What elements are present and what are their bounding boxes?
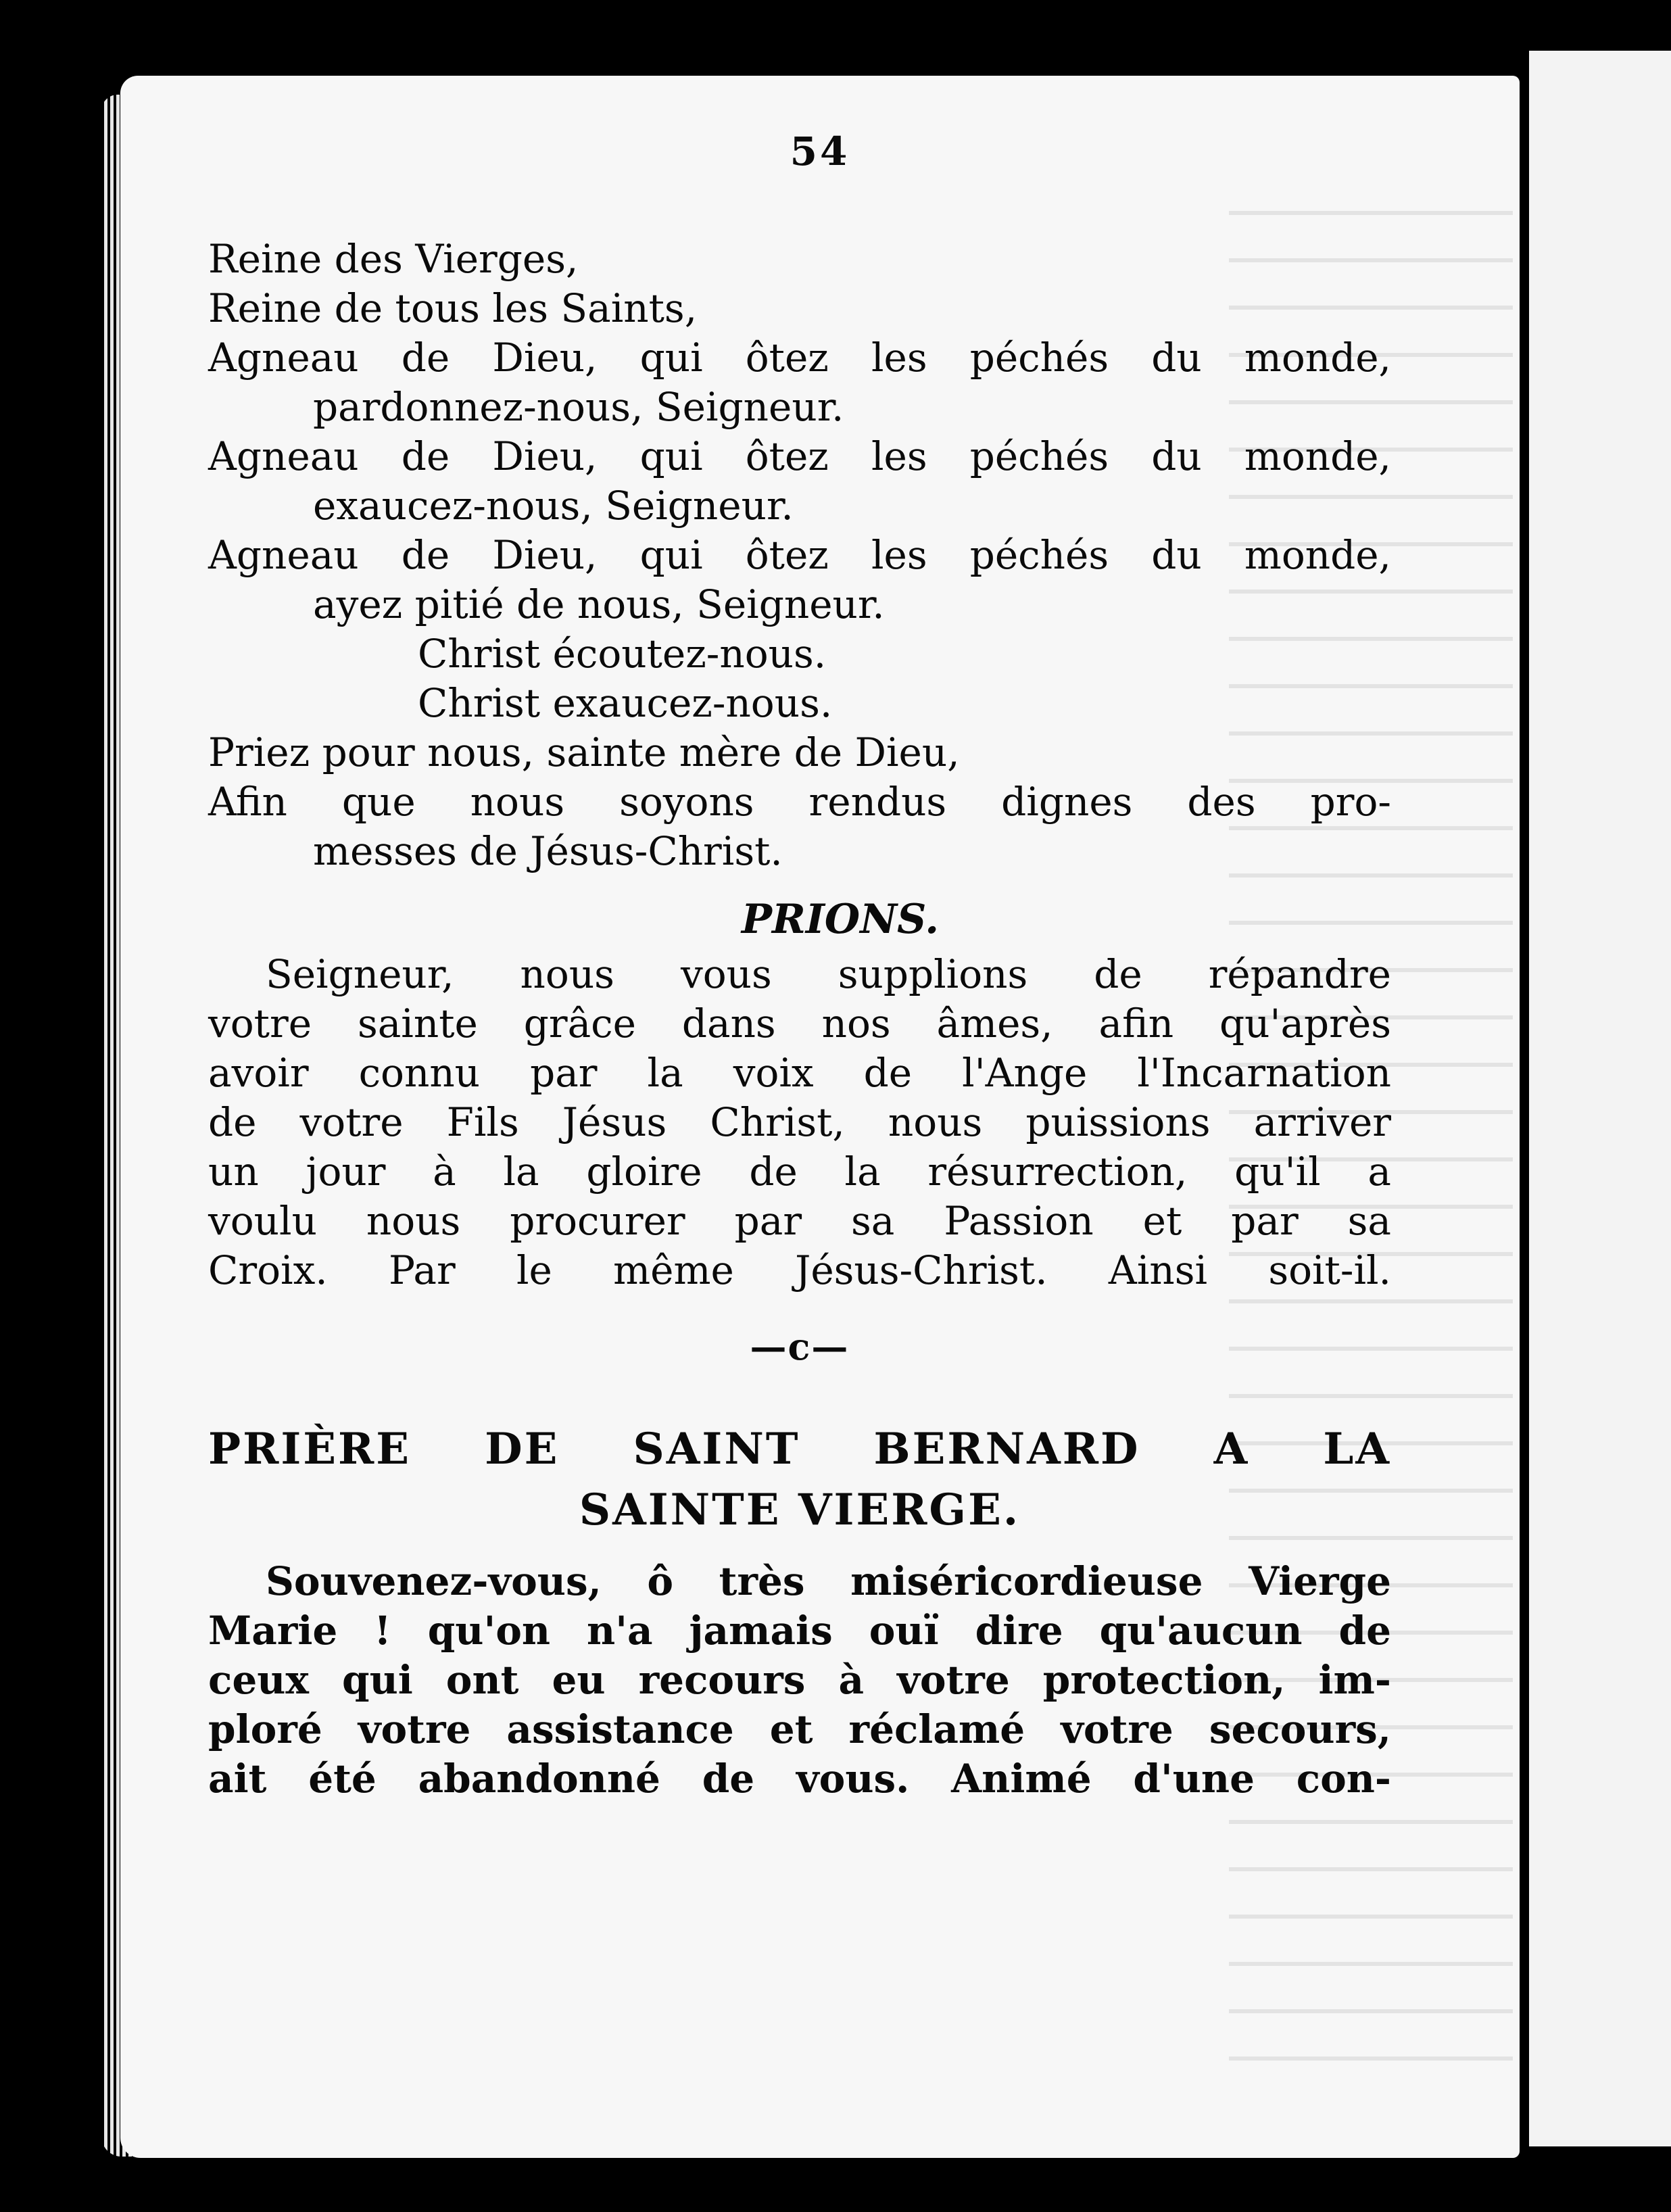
section-title [208,1419,1391,1541]
litany-line: Reine de tous les Saints, [208,285,698,331]
litany-line: Priez pour nous, sainte mère de Dieu, [208,729,960,775]
prayer-line: avoir connu par la voix de l'Ange l'Incarnation [208,1050,1391,1096]
prayer-line: Seigneur, nous vous supplions de répandre [266,951,1391,997]
prayer-line: de votre Fils Jésus Christ, nous puissions arriver [208,1099,1391,1145]
bernard-line: Souvenez-vous, ô très miséricordieuse Vierge [266,1558,1391,1604]
litany-line: exaucez-nous, Seigneur. [313,483,794,529]
litany-line: Agneau de Dieu, qui ôtez les péchés du monde, [208,532,1391,578]
litany-line: Afin que nous soyons rendus dignes des pro- [208,779,1391,825]
prayer-line: un jour à la gloire de la résurrection, qu'il a [208,1149,1391,1195]
prions-heading: PRIONS. [741,896,940,943]
litany-line: Agneau de Dieu, qui ôtez les péchés du monde, [208,335,1391,381]
litany-line: Reine des Vierges, [208,236,579,282]
page-number: 54 [790,128,850,174]
section-title-line: SAINTE VIERGE. [579,1485,1021,1535]
prayer-line: Croix. Par le même Jésus-Christ. Ainsi soit-il. [208,1247,1391,1293]
facing-page [1529,51,1671,2146]
litany-line: pardonnez-nous, Seigneur. [313,384,844,430]
litany-line: Christ écoutez-nous. [418,631,827,677]
section-title-line: PRIÈRE DE SAINT BERNARD A LA [208,1424,1391,1474]
bernard-line: ait été abandonné de vous. Animé d'une con- [208,1756,1391,1802]
litany-line: Agneau de Dieu, qui ôtez les péchés du monde, [208,433,1391,479]
bernard-line: ploré votre assistance et réclamé votre secours, [208,1706,1391,1752]
book-page [120,76,1520,2158]
page-text [208,235,1391,1804]
section-separator: —c— [750,1325,850,1368]
prayer-line: voulu nous procurer par sa Passion et par sa [208,1198,1391,1244]
litany-line: messes de Jésus-Christ. [313,828,783,874]
litany-line: ayez pitié de nous, Seigneur. [313,581,885,627]
bernard-line: Marie ! qu'on n'a jamais ouï dire qu'aucun de [208,1608,1391,1654]
litany-line: Christ exaucez-nous. [418,680,833,726]
bernard-line: ceux qui ont eu recours à votre protection, im- [208,1657,1391,1703]
prayer-line: votre sainte grâce dans nos âmes, afin qu'après [208,1001,1391,1047]
